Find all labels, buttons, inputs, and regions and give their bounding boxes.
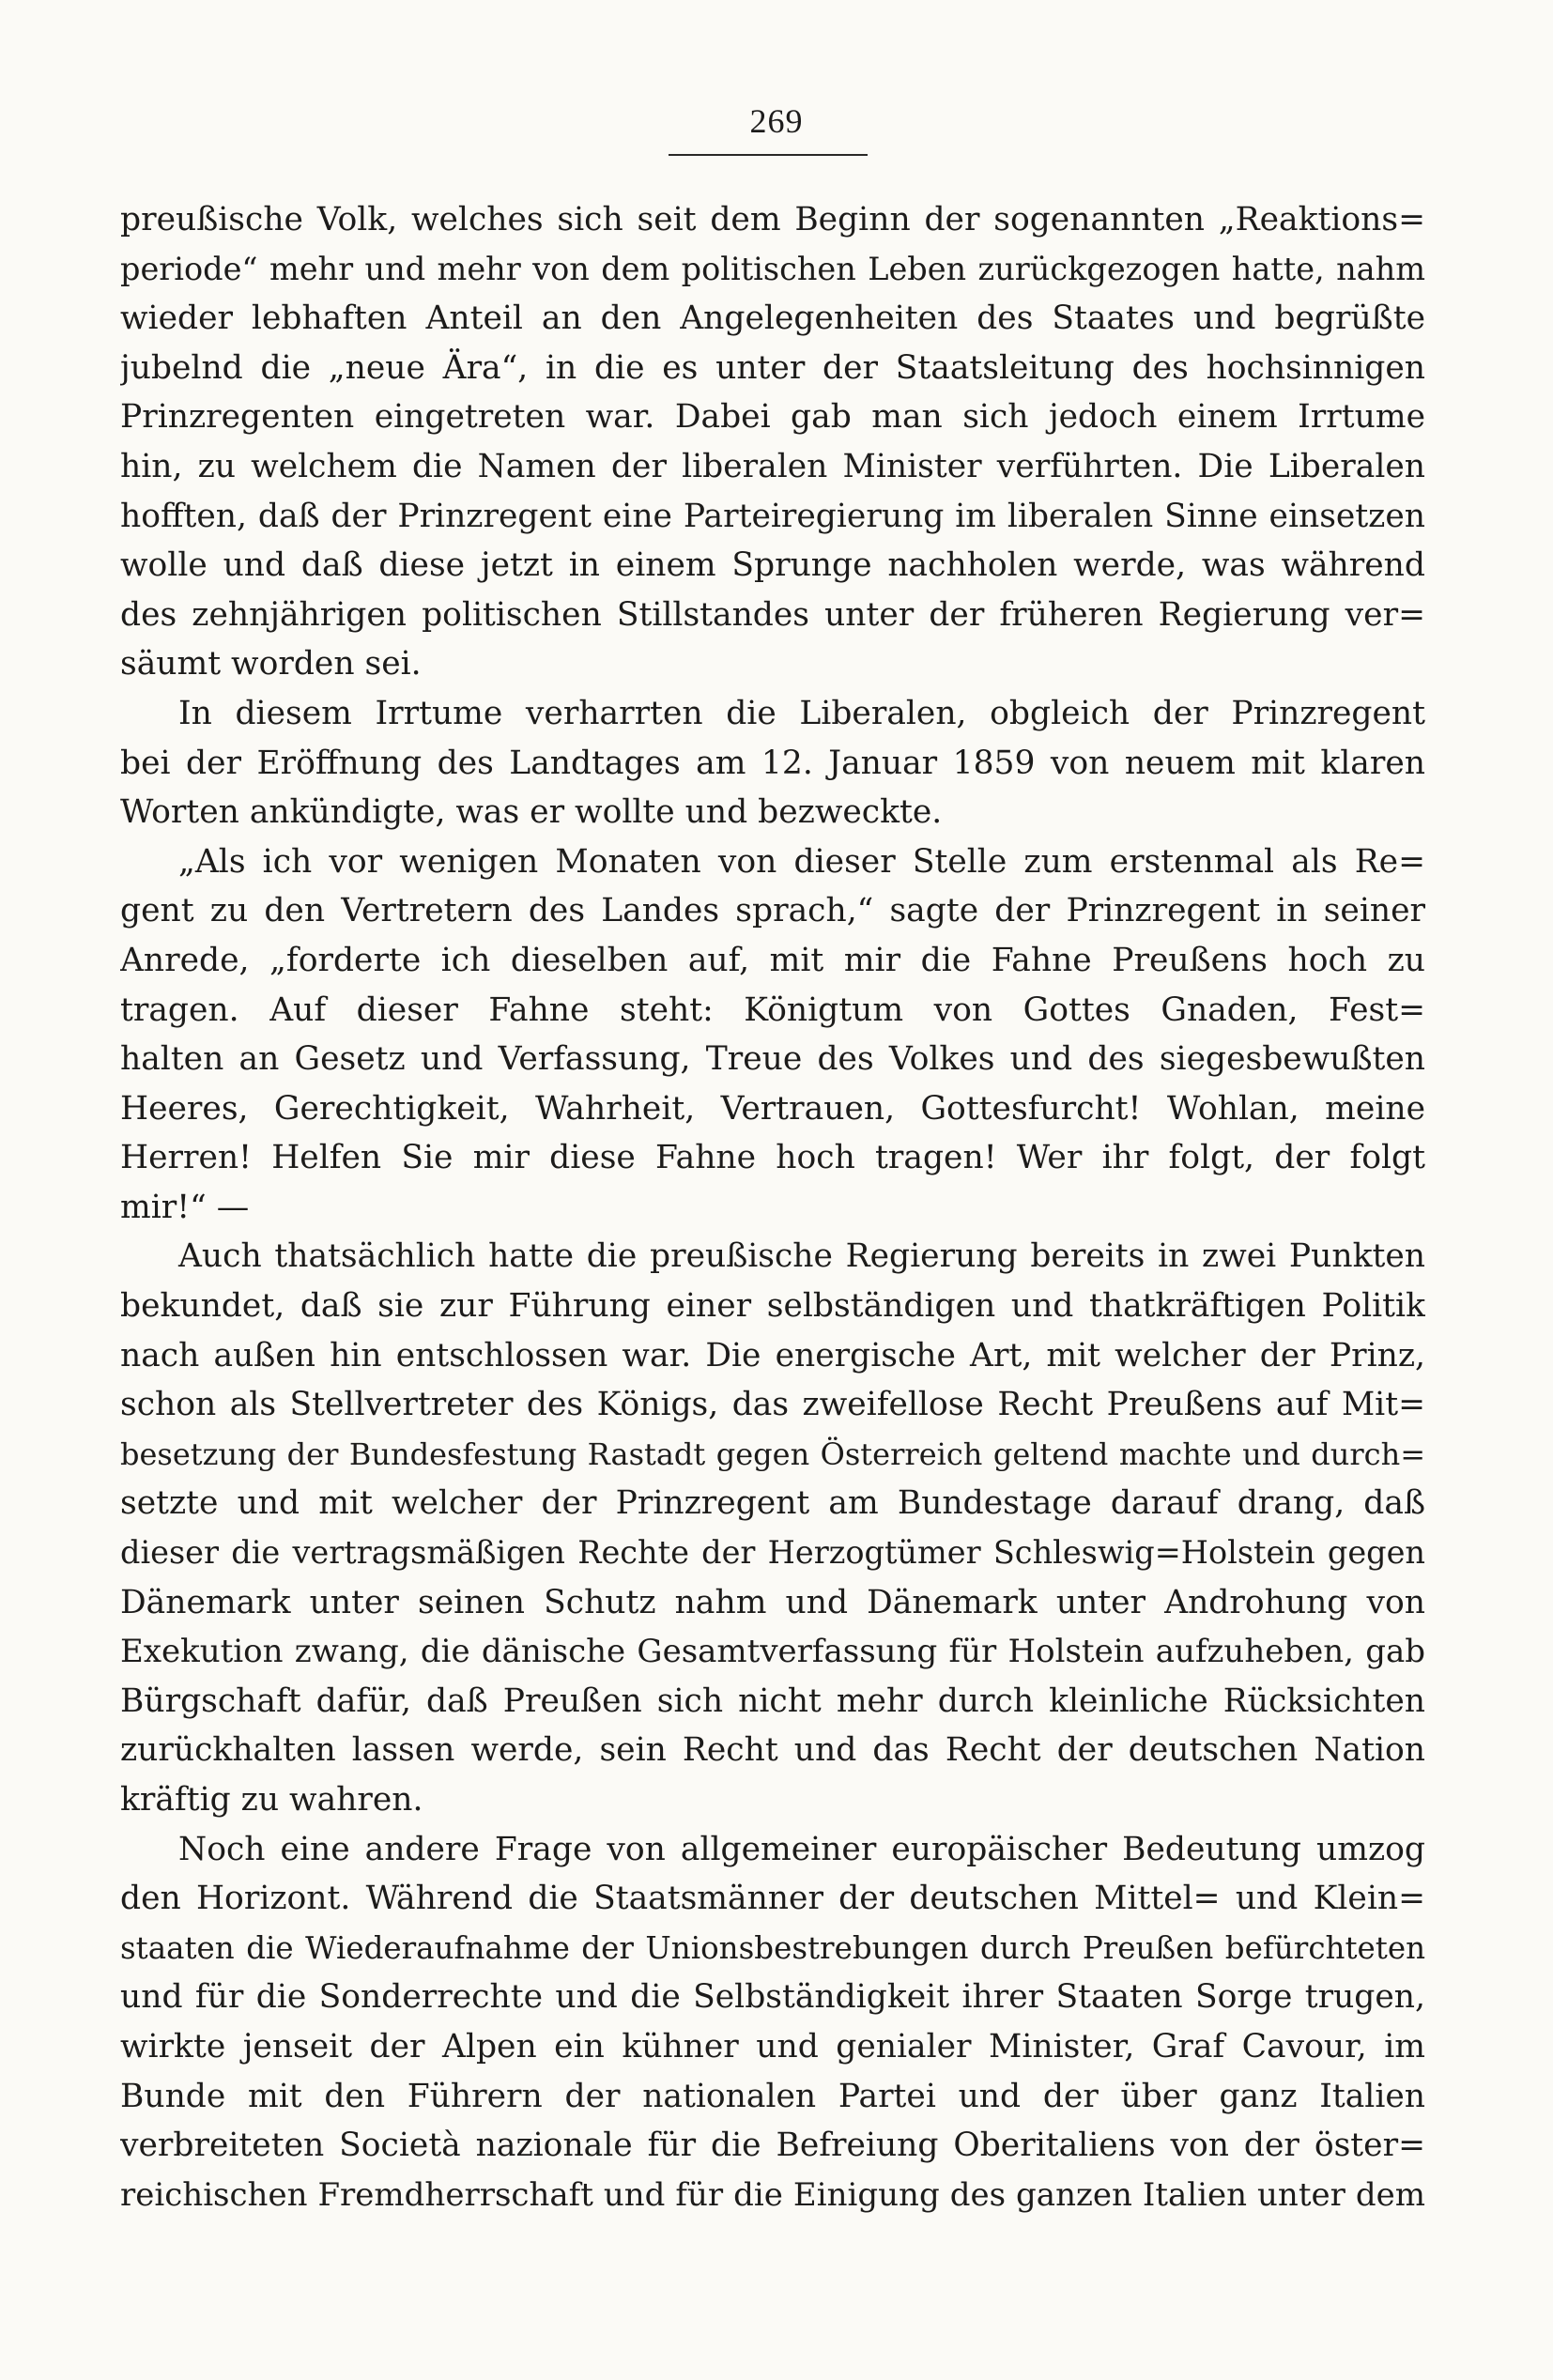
text-line: Herren! Helfen Sie mir diese Fahne hoch tragen! Wer ihr folgt, der folgt xyxy=(120,1139,1425,1177)
text-line: Noch eine andere Frage von allgemeiner europäischer Bedeutung umzog xyxy=(178,1830,1425,1868)
text-line: schon als Stellvertreter des Königs, das zweifellose Recht Preußens auf Mit= xyxy=(120,1386,1425,1424)
text-line: wirkte jenseit der Alpen ein kühner und genialer Minister, Graf Cavour, im xyxy=(120,2027,1425,2065)
text-line: Auch thatsächlich hatte die preußische Regierung bereits in zwei Punkten xyxy=(178,1237,1425,1276)
text-line: halten an Gesetz und Verfassung, Treue des Volkes und des siegesbewußten xyxy=(120,1040,1425,1079)
text-line: Worten ankündigte, was er wollte und bezweckte. xyxy=(120,793,943,832)
text-line: bei der Eröffnung des Landtages am 12. Januar 1859 von neuem mit klaren xyxy=(120,744,1425,782)
text-line: Exekution zwang, die dänische Gesamtverfassung für Holstein aufzuheben, gab xyxy=(120,1633,1425,1671)
header-rule xyxy=(669,154,868,156)
text-line: staaten die Wiederaufnahme der Unionsbestrebungen durch Preußen befürchteten xyxy=(120,1929,1425,1966)
text-line: Prinzregenten eingetreten war. Dabei gab man sich jedoch einem Irrtume xyxy=(120,398,1425,437)
text-line: „Als ich vor wenigen Monaten von dieser Stelle zum erstenmal als Re= xyxy=(178,842,1425,881)
text-line: Heeres, Gerechtigkeit, Wahrheit, Vertrauen, Gottesfurcht! Wohlan, meine xyxy=(120,1089,1425,1128)
text-line: und für die Sonderrechte und die Selbständigkeit ihrer Staaten Sorge trugen, xyxy=(120,1978,1425,2017)
text-line: mir!“ — xyxy=(120,1188,250,1226)
text-line: zurückhalten lassen werde, sein Recht und das Recht der deutschen Nation xyxy=(120,1731,1425,1770)
text-line: Bürgschaft dafür, daß Preußen sich nicht mehr durch kleinliche Rücksichten xyxy=(120,1681,1425,1720)
text-line: kräftig zu wahren. xyxy=(120,1781,423,1819)
text-line: Anrede, „forderte ich dieselben auf, mit mir die Fahne Preußens hoch zu xyxy=(120,941,1425,979)
text-line: jubelnd die „neue Ära“, in die es unter der Staatsleitung des hochsinnigen xyxy=(120,348,1425,387)
text-line: den Horizont. Während die Staatsmänner der deutschen Mittel= und Klein= xyxy=(120,1880,1425,1918)
text-line: hofften, daß der Prinzregent eine Parteiregierung im liberalen Sinne einsetzen xyxy=(120,497,1425,535)
text-line: säumt worden sei. xyxy=(120,645,422,683)
body-text xyxy=(120,195,1425,2219)
text-line: reichischen Fremdherrschaft und für die Einigung des ganzen Italien unter dem xyxy=(120,2175,1425,2214)
text-line: gent zu den Vertretern des Landes sprach,“ sagte der Prinzregent in seiner xyxy=(120,892,1425,930)
text-line: nach außen hin entschlossen war. Die energische Art, mit welcher der Prinz, xyxy=(120,1336,1425,1374)
text-line: In diesem Irrtume verharrten die Liberalen, obgleich der Prinzregent xyxy=(178,694,1425,732)
text-line: wolle und daß diese jetzt in einem Sprunge nachholen werde, was während xyxy=(120,546,1425,585)
page-number: 269 xyxy=(749,102,804,140)
text-line: preußische Volk, welches sich seit dem Beginn der sogenannten „Reaktions= xyxy=(120,201,1425,238)
text-line: hin, zu welchem die Namen der liberalen Minister verführten. Die Liberalen xyxy=(120,447,1425,485)
text-line: wieder lebhaften Anteil an den Angelegenheiten des Staates und begrüßte xyxy=(120,299,1425,338)
text-line: des zehnjährigen politischen Stillstandes unter der früheren Regierung ver= xyxy=(120,595,1425,634)
text-line: periode“ mehr und mehr von dem politischen Leben zurückgezogen hatte, nahm xyxy=(120,250,1425,287)
text-line: besetzung der Bundesfestung Rastadt gegen Österreich geltend machte und durch= xyxy=(120,1436,1425,1472)
text-line: Dänemark unter seinen Schutz nahm und Dänemark unter Androhung von xyxy=(120,1583,1425,1621)
text-line: verbreiteten Società nazionale für die Befreiung Oberitaliens von der öster= xyxy=(120,2127,1425,2165)
text-line: setzte und mit welcher der Prinzregent am Bundestage darauf drang, daß xyxy=(120,1484,1425,1523)
text-line: bekundet, daß sie zur Führung einer selbständigen und thatkräftigen Politik xyxy=(120,1287,1425,1326)
text-line: dieser die vertragsmäßigen Rechte der Herzogtümer Schleswig=Holstein gegen xyxy=(120,1534,1425,1572)
text-line: tragen. Auf dieser Fahne steht: Königtum von Gottes Gnaden, Fest= xyxy=(120,990,1425,1029)
text-line: Bunde mit den Führern der nationalen Partei und der über ganz Italien xyxy=(120,2077,1425,2115)
